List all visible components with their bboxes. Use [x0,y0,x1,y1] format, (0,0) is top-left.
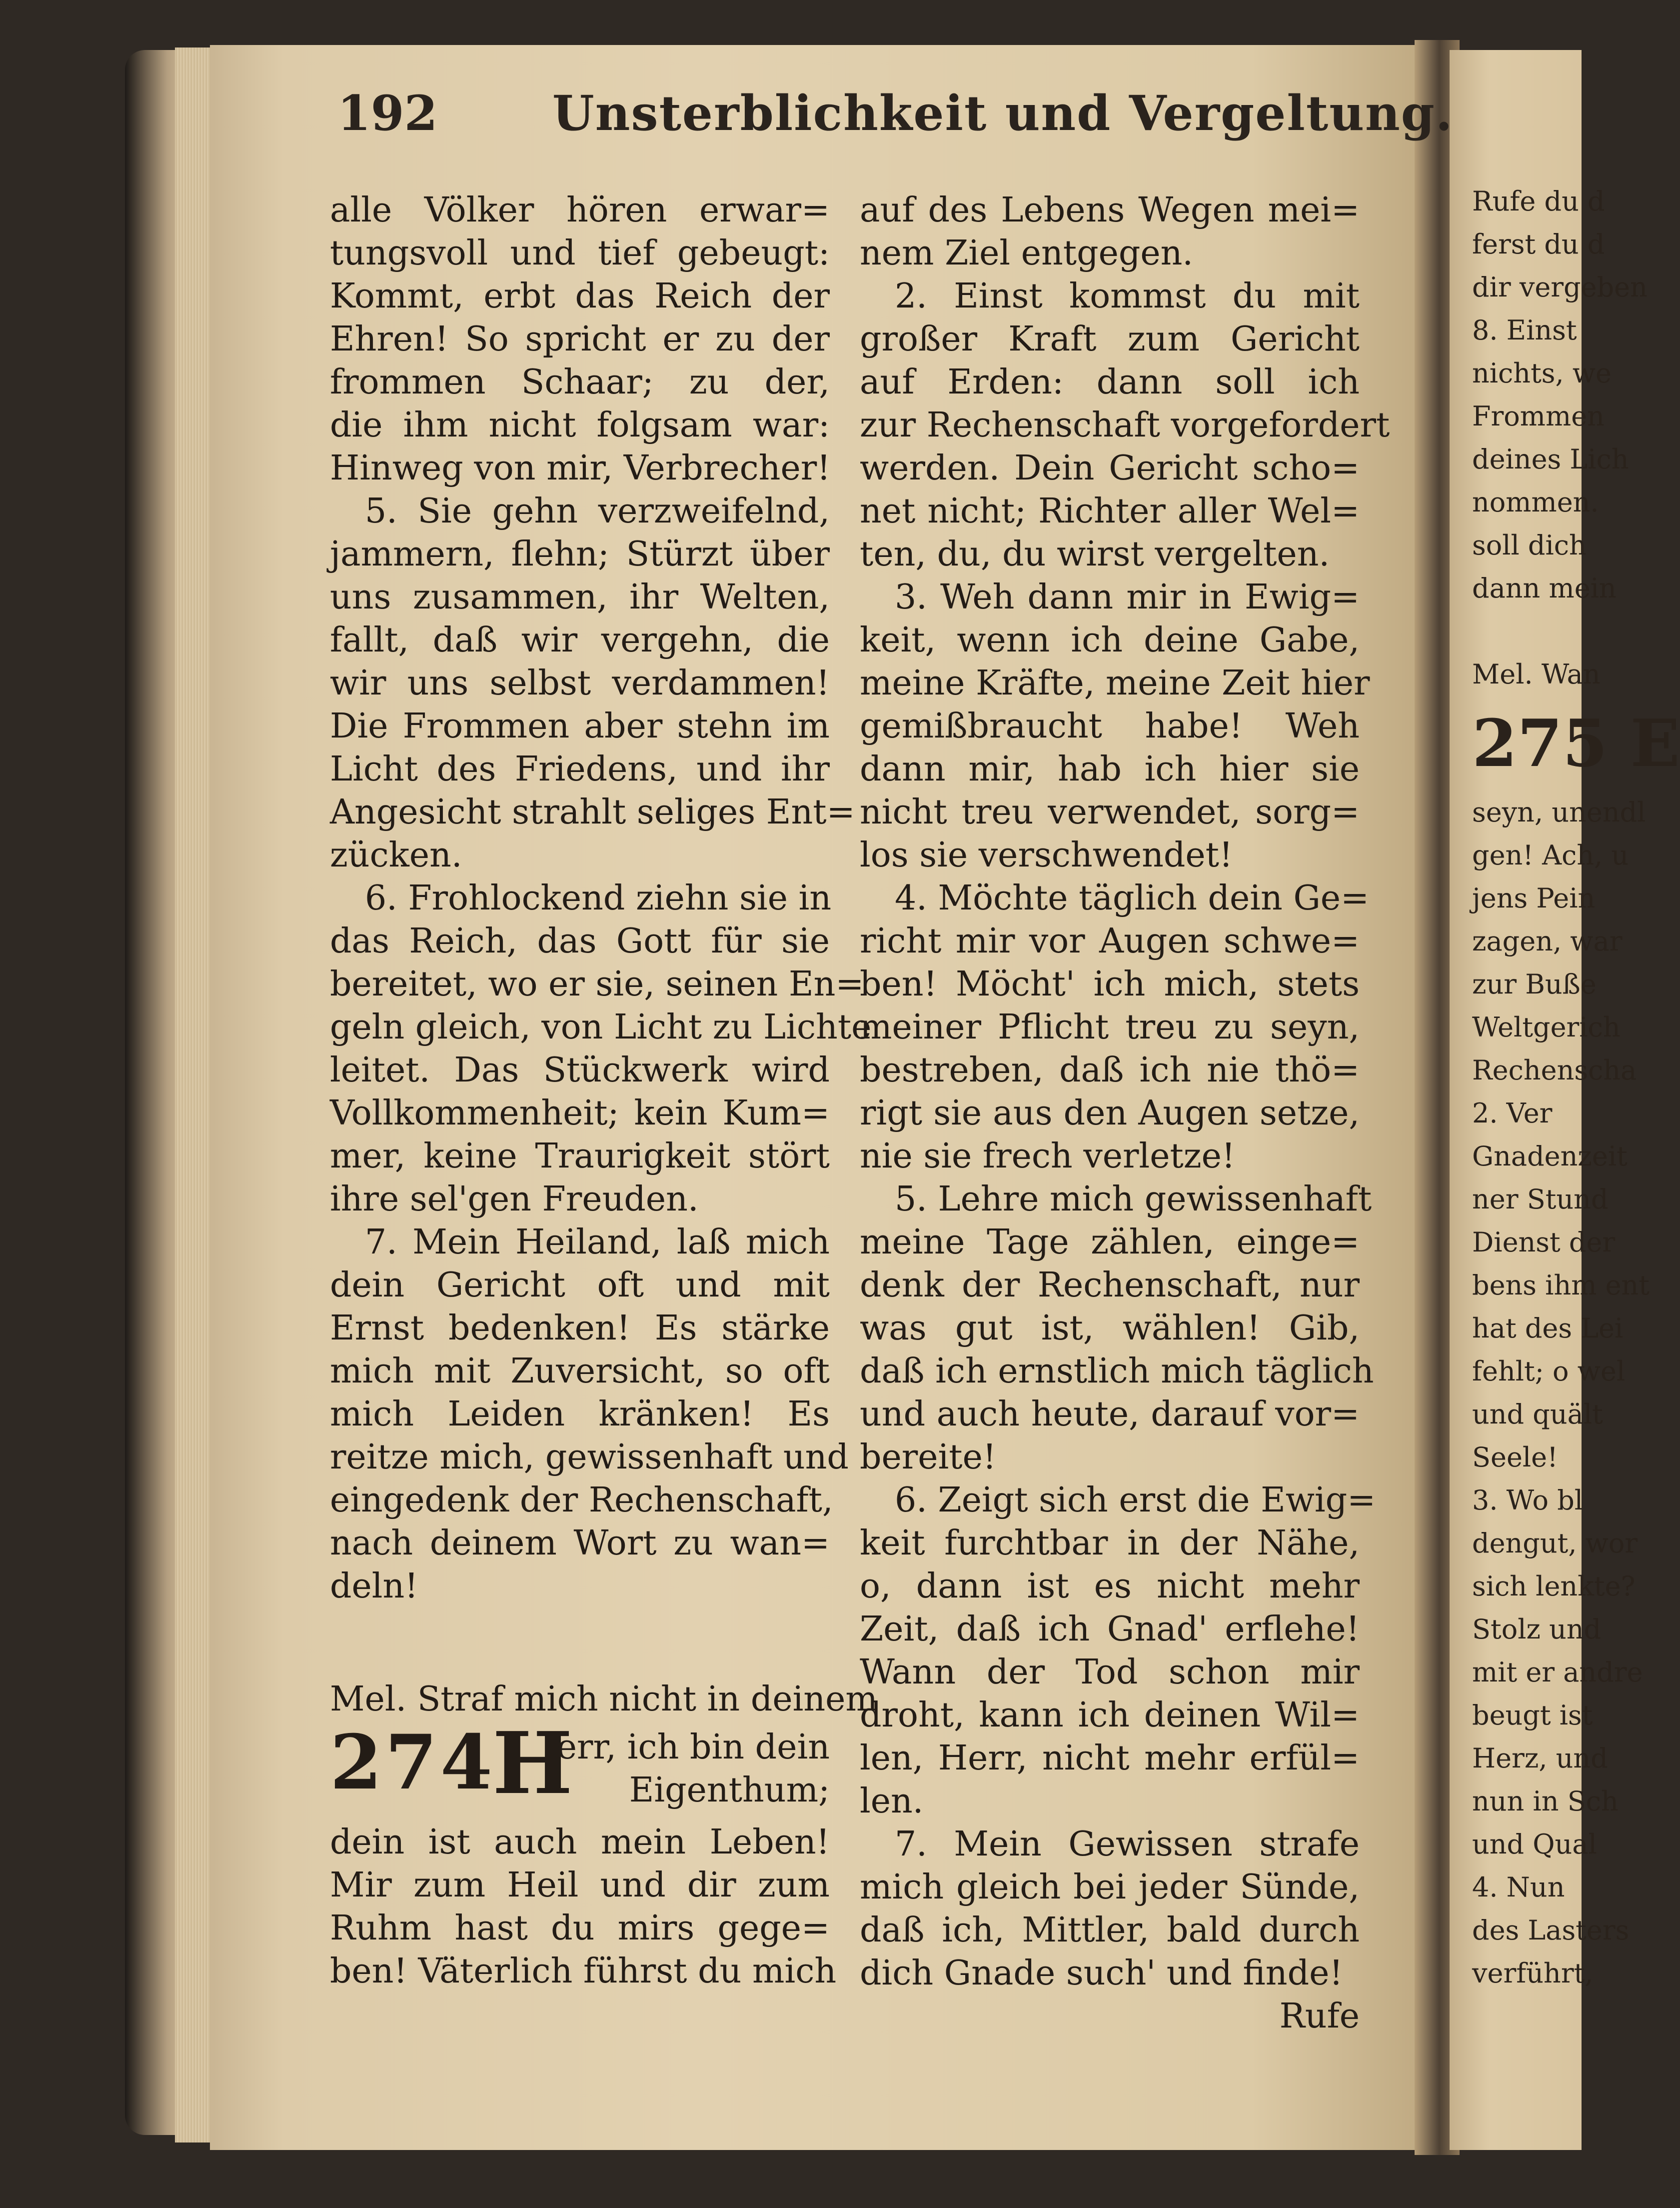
text-line: nicht treu verwendet, sorg= [860,792,1360,832]
next-page-line: deines Lich [1472,444,1629,475]
next-page-line: dann mein [1472,572,1617,604]
text-line: droht, kann ich deinen Wil= [860,1696,1360,1735]
right-lines-block [860,189,1390,1995]
text-line: fallt, daß wir vergehn, die [330,620,830,660]
text-line: tungsvoll und tief gebeugt: [330,234,830,273]
text-line: auf des Lebens Wegen mei= [860,190,1360,230]
next-page-line: ferst du d [1472,228,1605,260]
text-line: Ehren! So spricht er zu der [330,320,830,359]
text-line: bereite! [860,1438,997,1477]
text-line: daß ich, Mittler, bald durch [860,1910,1360,1950]
next-page-line: 8. Einst [1472,314,1577,346]
next-page-line: 2. Ver [1472,1098,1553,1129]
text-line: 6. Frohlockend ziehn sie in [365,878,832,918]
text-line: Wann der Tod schon mir [860,1652,1360,1692]
text-line: das Reich, das Gott für sie [330,922,830,961]
text-line: die ihm nicht folgsam war: [330,406,830,445]
next-page-line: gen! Ach, u [1472,840,1629,871]
spacer [330,1608,830,1678]
text-line: ben! Väterlich führst du mich [330,1952,837,1991]
next-page-line: Stolz und [1472,1614,1602,1645]
next-page-line: beugt ist [1472,1700,1593,1731]
text-line: mer, keine Traurigkeit stört [330,1136,830,1176]
text-line: alle Völker hören erwar= [330,190,830,230]
hymn-number: 274 [330,1718,496,1806]
text-line: len, Herr, nicht mehr erfül= [860,1738,1360,1778]
next-page-line: nun in Sch [1472,1786,1619,1817]
text-line: keit, wenn ich deine Gabe, [860,620,1360,660]
next-page-line: dengut, wor [1472,1528,1638,1559]
next-page-line: 275 E [1472,705,1680,782]
next-page-line: nommen. [1472,486,1599,518]
text-line: daß ich ernstlich mich täglich [860,1352,1374,1391]
text-line: meiner Pflicht treu zu seyn, [860,1008,1360,1047]
next-page-line: Herz, und [1472,1742,1608,1774]
text-line: Vollkommenheit; kein Kum= [330,1094,830,1133]
melody-line: Mel. Straf mich nicht in deinem [330,1680,878,1719]
text-line: 5. Lehre mich gewissenhaft [895,1180,1372,1219]
text-line: dich Gnade such' und finde! [860,1954,1343,1993]
next-page-line: hat des Lei [1472,1312,1624,1344]
next-page-line: mit er andre [1472,1656,1643,1688]
text-line: Mir zum Heil und dir zum [330,1866,830,1905]
next-page-line: 3. Wo bl [1472,1484,1584,1516]
next-page-line: fehlt; o wel [1472,1356,1626,1387]
next-page-line: zur Buße [1472,968,1597,1000]
text-line: ihre sel'gen Freuden. [330,1180,699,1219]
next-page-line [1472,610,1580,653]
next-page-line: ner Stund [1472,1184,1609,1215]
text-line: nie sie frech verletze! [860,1136,1236,1176]
text-line: meine Kräfte, meine Zeit hier [860,664,1370,703]
text-line: eingedenk der Rechenschaft, [330,1480,833,1520]
text-line: geln gleich, von Licht zu Lichte [330,1008,872,1047]
next-page-line: Gnadenzeit [1472,1140,1628,1172]
text-line: 3. Weh dann mir in Ewig= [895,578,1360,617]
next-page-line: zagen, war [1472,926,1623,957]
text-line: Ernst bedenken! Es stärke [330,1308,830,1348]
text-line: Hinweg von mir, Verbrecher! [330,448,831,488]
text-line: gemißbraucht habe! Weh [860,706,1360,746]
text-line: 4. Möchte täglich dein Ge= [895,878,1369,918]
next-page-line: Weltgerich [1472,1012,1621,1043]
next-page-lines [1472,180,1680,1995]
text-line: zur Rechenschaft vorgefordert [860,406,1390,445]
text-line: nem Ziel entgegen. [860,234,1194,273]
next-page-line: soll dich [1472,530,1587,561]
text-line: frommen Schaar; zu der, [330,362,830,402]
text-line: keit furchtbar in der Nähe, [860,1524,1360,1563]
page-stack-edge [175,48,215,2142]
catchword: Rufe [1279,1996,1360,2036]
text-line: len. [860,1782,924,1821]
hymn-first-line: err, ich bin dein [556,1728,830,1767]
next-page-line: Rechenscha [1472,1054,1637,1086]
next-page-line: des Lasters [1472,1914,1630,1946]
next-page-line: und quält [1472,1398,1603,1430]
text-line: nach deinem Wort zu wan= [330,1524,830,1563]
next-page-line: bens ihm ent [1472,1270,1650,1301]
next-page-text [1472,180,1680,1995]
text-line: richt mir vor Augen schwe= [860,922,1360,961]
text-line: rigt sie aus den Augen setze, [860,1094,1360,1133]
next-page-line: Dienst der [1472,1226,1616,1258]
text-line: ten, du, du wirst vergelten. [860,534,1330,574]
text-line: dein ist auch mein Leben! [330,1822,830,1862]
page-number: 192 [337,85,438,142]
left-text-column [330,189,878,1993]
text-line: Die Frommen aber stehn im [330,706,830,746]
text-line: uns zusammen, ihr Welten, [330,578,830,617]
text-line: reitze mich, gewissenhaft und [330,1438,849,1477]
text-line: net nicht; Richter aller Wel= [860,492,1360,531]
text-line: werden. Dein Gericht scho= [860,448,1360,488]
text-line: bestreben, daß ich nie thö= [860,1050,1360,1090]
text-line: Ruhm hast du mirs gege= [330,1908,830,1948]
text-line: was gut ist, wählen! Gib, [860,1308,1360,1348]
hymn-heading [330,1714,830,1821]
text-line: 7. Mein Gewissen strafe [895,1824,1360,1864]
next-page-line: dir vergeben [1472,272,1648,303]
text-line: leitet. Das Stückwerk wird [330,1050,830,1090]
right-text-column [860,189,1390,2038]
text-line: dann mir, hab ich hier sie [860,750,1360,789]
text-line: dein Gericht oft und mit [330,1266,830,1305]
text-line: bereitet, wo er sie, seinen En= [330,964,864,1004]
next-page-line: seyn, unendl [1472,796,1646,828]
text-line: mich mit Zuversicht, so oft [330,1352,830,1391]
text-line: los sie verschwendet! [860,836,1233,875]
next-page-line: und Qual [1472,1828,1597,1860]
text-line: auf Erden: dann soll ich [860,362,1360,402]
text-line: ben! Möcht' ich mich, stets [860,964,1360,1004]
text-line: und auch heute, darauf vor= [860,1394,1360,1434]
next-page-line: Rufe du d [1472,186,1605,217]
text-line: 6. Zeigt sich erst die Ewig= [895,1480,1376,1520]
text-line: Angesicht strahlt seliges Ent= [330,792,855,832]
text-line: großer Kraft zum Gericht [860,320,1360,359]
text-line: 5. Sie gehn verzweifelnd, [365,492,830,531]
text-line: 2. Einst kommst du mit [895,276,1360,316]
next-page-line: 4. Nun [1472,1872,1565,1903]
next-page-line: sich lenkte? [1472,1570,1636,1602]
text-line: mich Leiden kränken! Es [330,1394,830,1434]
text-line: wir uns selbst verdammen! [330,664,830,703]
text-line: zücken. [330,836,462,875]
text-line: 7. Mein Heiland, laß mich [365,1222,830,1262]
next-page-line: nichts, we [1472,358,1612,389]
text-line: o, dann ist es nicht mehr [860,1566,1360,1606]
left-lines-block [330,189,872,1608]
text-line: Kommt, erbt das Reich der [330,276,830,316]
text-line: Zeit, daß ich Gnad' erflehe! [860,1610,1360,1649]
text-line: mich gleich bei jeder Sünde, [860,1868,1360,1907]
hymn-second-line: Eigenthum; [629,1770,830,1810]
page-header [337,80,1454,155]
text-line: deln! [330,1566,418,1606]
text-line: meine Tage zählen, einge= [860,1222,1360,1262]
text-line: denk der Rechenschaft, nur [860,1266,1360,1305]
text-line: jammern, flehn; Stürzt über [330,534,830,574]
next-page-line: jens Pein [1472,882,1596,914]
next-page-line: Mel. Wan [1472,658,1601,690]
next-page-line: Seele! [1472,1442,1558,1473]
left-lines-block-2 [330,1821,837,1993]
next-page-line: Frommen [1472,400,1605,432]
next-page-line: verführt, [1472,1958,1594,1989]
text-line: Licht des Friedens, und ihr [330,750,830,789]
hymn-initial: H [492,1714,573,1814]
running-title: Unsterblichkeit und Vergeltung. [552,85,1454,142]
